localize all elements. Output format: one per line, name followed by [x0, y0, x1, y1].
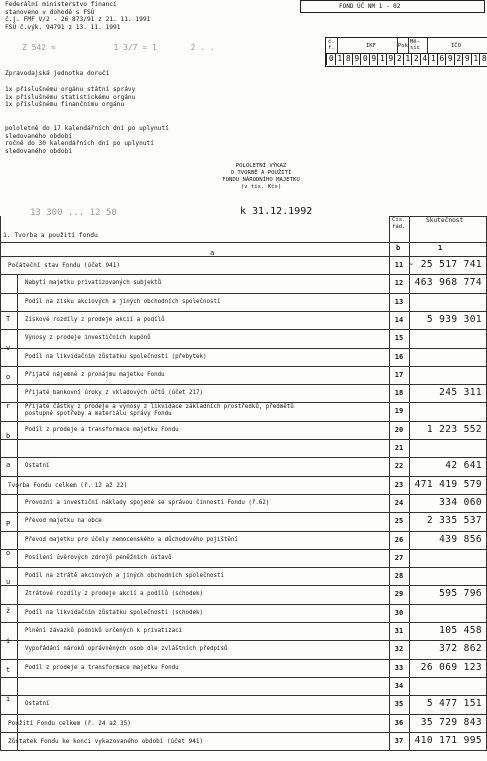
row-value: 35 729 843 [420, 716, 482, 728]
table-row [0, 256, 487, 274]
row-label: Výnosy z prodeje investičních kupónů [25, 335, 151, 342]
code-digit: 9 [369, 53, 379, 65]
row-number: 14 [394, 315, 404, 324]
row-label: Podíl z prodeje a transformace majetku Fondu [25, 664, 179, 671]
col-header-actual: Skutečnost [426, 217, 464, 224]
distribution-line: 1x příslušnému orgánu státní správy [5, 86, 136, 93]
row-value: 471 419 579 [414, 478, 482, 490]
table-row [0, 622, 487, 640]
table-row [0, 366, 487, 384]
side-letter-tvorba: a [6, 460, 11, 469]
distribution-block [5, 86, 135, 109]
row-number: 29 [394, 590, 404, 599]
authority-line: č.j. FMF V/2 - 26 873/91 z 21. 11. 1991 [5, 16, 151, 24]
code-digit: 2 [394, 53, 404, 65]
side-letter-tvorba: o [6, 373, 11, 382]
faint-stamp-text: 13 300 ... 12 50 [30, 208, 117, 218]
code-digit: 1 [471, 53, 481, 65]
row-label: Nabytí majetku privatizovaných subjektů [25, 280, 162, 287]
col-header-b: b [396, 244, 401, 252]
table-row [0, 640, 487, 658]
row-number: 31 [394, 627, 404, 635]
table-row [0, 274, 487, 292]
form-code-box [300, 0, 485, 13]
row-label: Přijaté bankovní úroky z vkladových účtů (účet 217) [25, 390, 203, 397]
row-value: 42 641 [445, 460, 482, 472]
row-number: 34 [394, 681, 404, 690]
statement-title-line: O TVORBĚ A POUŽITÍ [230, 170, 292, 176]
row-number: 27 [394, 553, 404, 562]
row-number: 18 [394, 389, 404, 398]
row-value: 26 069 123 [420, 661, 482, 673]
table-row [0, 421, 487, 439]
row-label: Podíl na likvidačním zůstatku společnosti (přebytek) [25, 353, 207, 360]
table-row [0, 457, 487, 475]
row-value: 595 796 [439, 588, 482, 600]
code-table [325, 37, 487, 67]
row-value: 5 939 301 [426, 313, 482, 325]
code-header-ikf: IKF [366, 43, 376, 49]
row-number: 13 [394, 297, 404, 306]
deadline-block [5, 125, 169, 155]
table-row [0, 384, 487, 402]
side-letter-pouziti: t [6, 665, 11, 674]
code-digit: 6 [437, 53, 447, 65]
row-value: 1 223 552 [426, 423, 482, 435]
row-number: 26 [394, 535, 404, 544]
table-row [0, 311, 487, 329]
distribution-line: 1x příslušnému finančnímu orgánu [5, 101, 125, 109]
side-letter-tvorba: r [6, 402, 11, 411]
row-number: 35 [394, 700, 404, 709]
code-digits [326, 53, 487, 65]
code-digit: 9 [445, 53, 455, 65]
code-digit: 1 [335, 53, 345, 65]
code-header-pok: Pok [398, 43, 408, 49]
table-row [0, 439, 487, 457]
row-number: 17 [394, 370, 404, 379]
reporting-unit-label: Zpravodajská jednotka doručí [5, 70, 110, 77]
code-digit: 8 [479, 53, 487, 65]
row-number: 20 [394, 425, 404, 434]
table-row [0, 348, 487, 366]
table-row [0, 293, 487, 311]
authority-line: stanoveno v dohodě s FSÚ [5, 8, 95, 16]
code-header-row: č. ř. [328, 39, 335, 51]
col-header-a: a [210, 249, 215, 257]
deadline-line: ročně do 30 kalendářních dní po uplynutí [5, 140, 155, 148]
code-table-header [326, 38, 487, 54]
row-label: Plnění závazků podniků určených k privatizaci [25, 628, 183, 634]
code-digit: 1 [428, 53, 438, 65]
table-row [0, 714, 487, 732]
row-number: 16 [394, 352, 404, 361]
row-label: Tvorba Fondu celkem (ř. 12 až 22) [8, 481, 128, 489]
table-row [0, 402, 487, 420]
row-number: 36 [394, 718, 404, 727]
authority-line: FSÚ č.výk. 94791 z 13. 11. 1991 [5, 23, 121, 31]
row-label: Ostatní [25, 701, 50, 708]
row-label: Provozní a investiční náklady spojené se správou činností Fondu (ř.62) [25, 499, 270, 506]
side-letter-tvorba: b [6, 431, 11, 440]
row-value: 2 335 537 [426, 515, 482, 527]
form-code: FOND ÚČ NM 1 - 02 [339, 3, 401, 10]
row-label: Přijaté částky z prodeje a výnosy z likvidace základních prostředků, předmětů postupné spotřeby a materiálu správy Fondu [25, 404, 294, 417]
side-letter-pouziti: í [6, 695, 11, 704]
row-number: 12 [394, 279, 404, 288]
table-row [0, 549, 487, 567]
side-letter-pouziti: o [6, 548, 11, 557]
code-digit: 8 [343, 53, 353, 65]
code-header-ico: IČO [451, 43, 461, 49]
row-label: Ziskové rozdíly z prodeje akcií a podílů [25, 316, 165, 323]
row-value: 372 862 [439, 643, 482, 655]
row-number: 15 [394, 334, 404, 343]
section-title: 1. Tvorba a použití fondu [3, 232, 98, 239]
row-label: Převod majetku pro účely nemocenského a důchodového pojištění [25, 536, 238, 543]
distribution-line: 1x příslušnému statistickému orgánu [5, 93, 136, 101]
row-value: 105 458 [439, 625, 482, 636]
table-row [0, 494, 487, 512]
deadline-line: pololetně do 17 kalendářních dní po uplynutí [5, 125, 169, 132]
code-digit: 9 [352, 53, 362, 65]
row-number: 23 [394, 480, 404, 489]
row-number: 11 [394, 261, 404, 269]
table-row [0, 585, 487, 603]
code-digit: 2 [454, 53, 464, 65]
code-digit: 2 [411, 53, 421, 65]
row-label: Ostatní [25, 463, 50, 470]
faint-stamp-mark: Z 542 ≈ 1 3/7 = 1 2 . . [22, 43, 215, 52]
deadline-line: sledovaného období [5, 132, 73, 140]
table-row-line [0, 750, 487, 751]
row-number: 22 [394, 462, 404, 471]
table-row [0, 732, 487, 750]
row-number: 37 [394, 736, 404, 745]
table-row [0, 512, 487, 530]
report-date: k 31.12.1992 [240, 206, 313, 217]
row-value: 334 060 [439, 496, 482, 508]
row-label: Ztrátové rozdíly z prodeje akcií a podílů (schodek) [25, 591, 203, 598]
col-header-1: 1 [438, 244, 443, 252]
table-header-line [389, 216, 487, 217]
fund-table [0, 216, 487, 761]
table-row [0, 567, 487, 585]
side-letter-pouziti: u [6, 578, 11, 587]
table-row [0, 659, 487, 677]
row-value: 463 968 774 [414, 277, 482, 289]
side-letter-tvorba: v [6, 343, 11, 352]
table-row [0, 329, 487, 347]
row-label: Přijaté nájemné z pronájmu majetku Fondu [25, 371, 165, 378]
row-label: Převod majetku na obce [25, 518, 102, 525]
col-header-row-number: Čís. řád. [392, 217, 406, 230]
row-label: Podíl na zisku akciových a jiných obchodních společností [25, 298, 221, 305]
row-number: 25 [394, 517, 404, 526]
row-label: Posílení úvěrových zdrojů peněžních ústavů [25, 554, 172, 561]
code-digit: 4 [420, 53, 430, 65]
statement-title-line: FONDU NÁRODNÍHO MAJETKU [222, 177, 300, 183]
code-digit: 1 [403, 53, 413, 65]
row-value: 439 856 [439, 533, 482, 545]
code-digit: 9 [386, 53, 396, 65]
table-row [0, 476, 487, 494]
row-number: 33 [394, 663, 404, 672]
code-digit: 1 [377, 53, 387, 65]
row-value: 245 311 [439, 387, 482, 399]
row-label: Zůstatek Fondu ke konci vykazovaného období (účet 941) [8, 737, 204, 745]
table-row [0, 531, 487, 549]
row-number: 32 [394, 645, 404, 654]
row-number: 21 [394, 444, 404, 452]
row-value: 410 171 995 [414, 734, 482, 746]
code-header-month: Mě-síc [410, 39, 420, 51]
row-number: 19 [394, 407, 404, 416]
row-value: - 25 517 741 [408, 259, 482, 270]
row-label: Použití Fondu celkem (ř. 24 až 35) [8, 719, 131, 727]
row-number: 30 [394, 608, 404, 617]
row-label: Podíl z prodeje a transformace majetku Fondu [25, 426, 179, 433]
authority-block [5, 1, 150, 31]
side-letter-tvorba: T [6, 314, 11, 323]
side-letter-pouziti: P [6, 519, 11, 528]
table-row [0, 695, 487, 713]
code-digit: 0 [326, 53, 336, 65]
authority-line: Federální ministerstvo financí [5, 1, 117, 8]
row-value: 5 477 151 [426, 698, 482, 710]
statement-title [206, 163, 316, 191]
row-label: Počáteční stav Fondu (účet 941) [8, 262, 120, 269]
side-letter-pouziti: i [6, 636, 11, 645]
row-number: 28 [394, 572, 404, 581]
table-header-line [0, 242, 487, 243]
side-letter-pouziti: ž [6, 607, 11, 616]
code-digit: 9 [462, 53, 472, 65]
row-label: Podíl na ztrátě akciových a jiných obchodních společností [25, 573, 224, 580]
table-row [0, 604, 487, 622]
row-label: Podíl na likvidačním zůstatku společnosti (schodek) [25, 609, 203, 616]
row-label: Vypořádání nároků oprávněných osob dle zvláštních předpisů [25, 646, 228, 653]
deadline-line: sledovaného období [5, 147, 73, 155]
code-digit: 0 [360, 53, 370, 65]
statement-title-line: (v tis. Kčs) [240, 184, 282, 190]
table-row [0, 677, 487, 695]
statement-title-line: POLOLETNÍ VÝKAZ [235, 163, 287, 169]
row-number: 24 [394, 498, 404, 507]
